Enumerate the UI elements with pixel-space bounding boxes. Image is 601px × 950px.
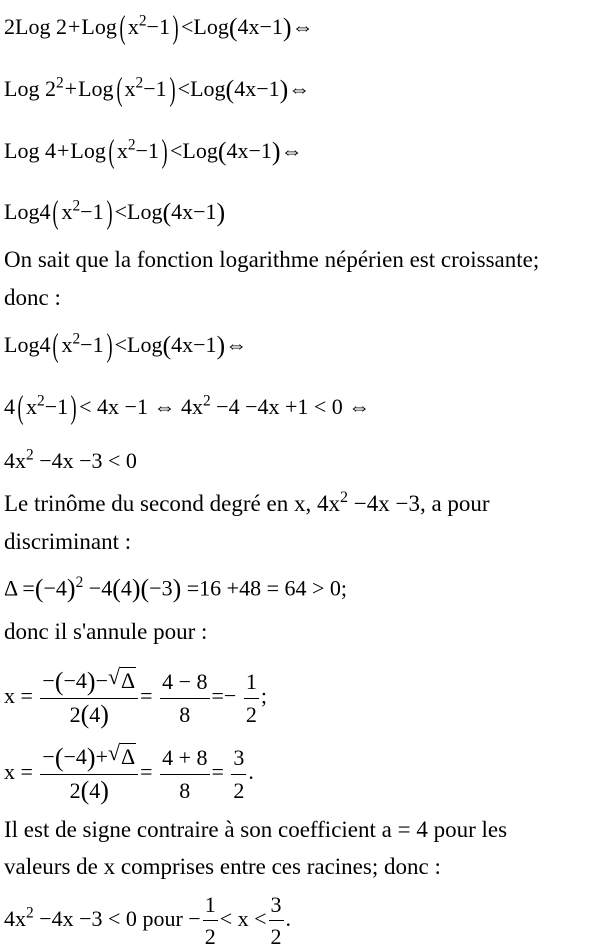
eq-term: 4 [89,777,101,803]
eq-operator: ⇔ [288,76,311,102]
left-paren: ( [225,74,235,104]
eq-exponent: 2 [37,392,45,410]
eq-term: −1 [143,76,167,102]
eq-term: −4x −3, [348,491,426,516]
eq-exponent: 2 [138,12,147,30]
left-paren: ( [217,136,227,166]
eq-term: 4 [120,575,132,601]
eq-term: −1 [44,394,69,420]
paragraph-line [4,489,490,516]
eq-operator: − [188,905,201,931]
left-paren: ( [162,197,172,227]
right-paren: ) [86,666,96,696]
eq-term: −1 [146,14,170,40]
eq-operator: − [95,668,108,693]
right-paren: ) [66,574,76,603]
radical-sign: √ [108,740,121,765]
eq-operator: ⇔ [291,14,314,40]
eq-variable: x [61,199,73,225]
right-paren: ) [106,328,113,364]
equation-line-6 [4,392,370,425]
eq-exponent: 2 [26,446,34,464]
eq-term: 4x−1 [171,199,217,225]
paragraph-line: valeurs de x comprises entre ces racines; donc : [4,854,441,879]
equation-line-1 [4,12,314,45]
fraction-numerator: 1 [244,669,259,698]
radical-sign: √ [108,664,121,689]
fraction [160,745,209,803]
eq-variable: x [116,138,128,164]
paragraph-line: donc il s'annule pour : [4,619,208,644]
fraction-denominator [40,699,138,729]
eq-exponent: 2 [75,573,84,591]
fraction-numerator: 3 [269,892,284,921]
right-paren: ) [70,390,77,426]
eq-operator: < [114,199,127,225]
eq-punctuation: . [285,905,292,931]
eq-term: 4x−1 [237,14,283,40]
fraction-numerator: 4 + 8 [160,745,209,774]
left-paren: ( [80,700,90,730]
fraction-numerator [40,740,138,775]
eq-operator: ⇔ [225,332,248,358]
equation-line-discriminant [4,573,347,603]
right-paren: ) [279,74,289,104]
square-root [108,664,136,693]
right-paren: ) [100,776,109,806]
eq-term: −4 [43,575,67,601]
eq-exponent: 2 [202,392,211,410]
left-paren: ( [162,330,172,360]
left-paren: ( [140,574,150,603]
paragraph-line: discriminant : [4,529,132,554]
eq-exponent: 2 [72,330,81,348]
left-paren: ( [52,195,59,231]
left-paren: ( [116,72,123,108]
left-paren: ( [54,666,64,696]
eq-exponent: 2 [26,904,34,922]
eq-operator: + [64,76,78,102]
eq-term: < x < [219,905,267,931]
eq-exponent: 2 [135,74,144,92]
eq-operator: = [140,759,153,785]
fraction-numerator [40,664,138,699]
fraction [40,664,138,730]
fraction-denominator: 2 [245,701,257,727]
eq-term: 4x [4,448,26,473]
eq-punctuation: . [248,759,254,785]
left-paren: ( [119,10,126,46]
eq-operator: + [95,744,108,769]
eq-variable: x [127,14,139,40]
equation-line-5 [4,330,247,363]
eq-term: −4 [63,668,87,693]
eq-term: −1 [135,138,159,164]
eq-operator: < [114,332,127,358]
fraction-numerator: 3 [231,745,246,774]
left-paren: ( [108,134,115,170]
eq-variable: x [124,76,136,102]
eq-variable: Δ [121,668,136,693]
eq-term: −4 −4x +1 < 0 ⇔ [210,394,371,420]
eq-operator: < [177,76,191,102]
eq-function: Log [127,199,163,225]
eq-term: x = [4,683,33,709]
eq-term: 4 [89,701,101,727]
eq-term: x = [4,759,33,785]
right-paren: ) [131,574,141,603]
fraction-numerator: 1 [203,892,218,921]
left-paren: ( [112,574,121,603]
eq-operator: = [140,683,153,709]
right-paren: ) [161,134,168,170]
eq-term: −4 [63,744,87,769]
eq-term: 4x [4,905,26,931]
fraction [244,669,259,727]
equation-line-4 [4,197,225,230]
eq-function: Log [193,14,229,40]
eq-function: Log [190,76,226,102]
eq-exponent: 2 [72,197,81,215]
eq-term: Δ = [4,575,35,601]
eq-term: −3 [149,575,173,601]
eq-term: −4x −3 < 0 [33,448,137,473]
eq-function: Log [127,332,163,358]
eq-term: Log4 [4,199,51,225]
fraction-denominator: 8 [179,777,191,803]
eq-function: Log [182,138,218,164]
right-paren: ) [172,574,182,603]
eq-variable: x [61,332,73,358]
eq-variable: x [26,394,37,420]
right-paren: ) [100,700,109,730]
eq-term: < 4x −1 ⇔ 4x [79,394,203,420]
eq-operator: < [169,138,183,164]
eq-operator: − [223,683,237,709]
eq-function: Log [81,14,117,40]
square-root [108,740,136,769]
fraction-numerator: 4 − 8 [160,669,209,698]
equation-line-root-2 [4,740,254,806]
eq-term: 2 [69,777,81,803]
left-paren: ( [228,12,238,42]
eq-operator: < [180,14,194,40]
equation-line-root-1 [4,664,267,730]
eq-variable: Δ [121,744,136,769]
text-run: pour [136,905,189,931]
eq-operator: − [42,668,55,693]
eq-operator: − [42,744,55,769]
eq-term: 4x−1 [171,332,217,358]
fraction-denominator: 2 [233,777,245,803]
right-paren: ) [282,12,292,42]
eq-operator: + [67,14,81,40]
eq-term: 4x−1 [226,138,272,164]
eq-operator: = [211,759,224,785]
eq-term: Log4 [4,332,51,358]
eq-exponent: 2 [127,136,136,154]
eq-exponent: 2 [55,74,64,92]
equation-line-3 [4,136,303,169]
eq-punctuation: ; [260,683,267,709]
right-paren: ) [106,195,113,231]
equation-line-7 [4,446,137,473]
fraction-denominator [40,775,138,805]
fraction-denominator: 2 [270,924,282,950]
eq-function: Log [70,138,106,164]
paragraph-line: Il est de signe contraire à son coefficient a = 4 pour les [4,817,508,842]
fraction [231,745,246,803]
right-paren: ) [216,330,226,360]
fraction [40,740,138,806]
fraction-denominator: 2 [204,924,216,950]
equation-line-2 [4,74,310,107]
right-paren: ) [86,742,96,772]
eq-term: −4 [83,575,113,601]
right-paren: ) [172,10,179,46]
eq-function: Log [78,76,114,102]
eq-term: 4 [4,394,15,420]
right-paren: ) [271,136,281,166]
eq-operator: ⇔ [280,138,303,164]
eq-term: 2Log 2 [4,14,67,40]
eq-exponent: 2 [339,489,348,507]
eq-term: 4x−1 [234,76,280,102]
fraction [160,669,209,727]
eq-term: Log 2 [4,76,56,102]
right-paren: ) [216,197,226,227]
text-run: a pour [425,491,490,516]
eq-term: Log 4 [4,138,56,164]
right-paren: ) [169,72,176,108]
left-paren: ( [52,328,59,364]
eq-term: =16 +48 = 64 > 0; [181,575,347,601]
eq-operator: + [56,138,70,164]
eq-term: 2 [69,701,81,727]
paragraph-line: On sait que la fonction logarithme népérien est croissante; [4,247,540,272]
eq-term: −4x −3 < 0 [33,905,137,931]
eq-term: −1 [80,332,104,358]
text-run: Le trinôme du second degré en x, [4,491,317,516]
left-paren: ( [17,390,24,426]
left-paren: ( [54,742,64,772]
eq-term: −1 [80,199,104,225]
eq-term: 4x [316,491,340,516]
paragraph-line: donc : [4,285,61,310]
left-paren: ( [80,776,90,806]
fraction-denominator: 8 [179,701,191,727]
eq-operator: = [211,683,224,709]
left-paren: ( [34,574,44,603]
